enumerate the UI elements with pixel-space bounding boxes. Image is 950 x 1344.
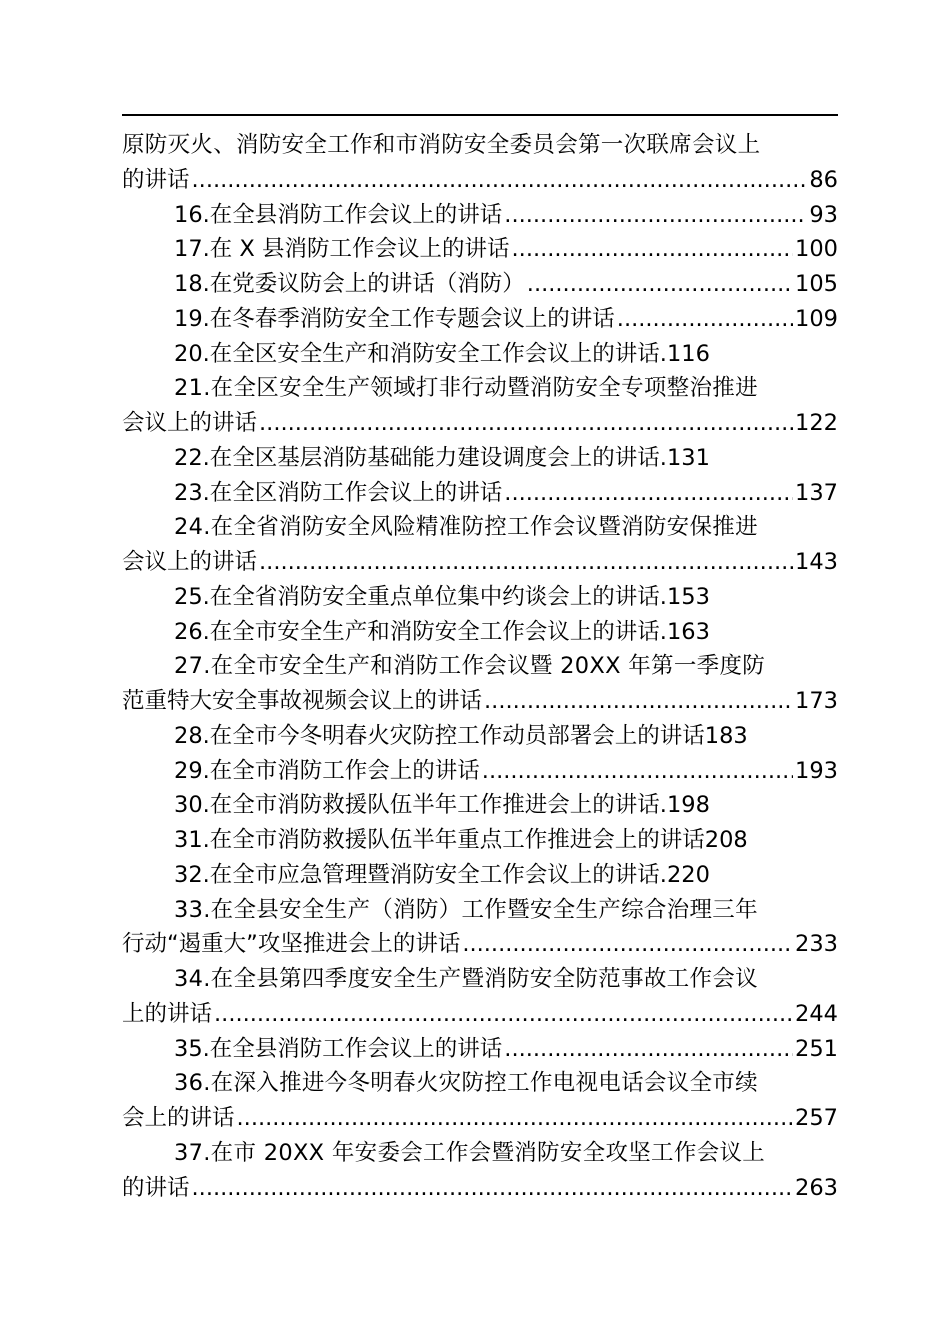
- header-rule: [122, 114, 838, 116]
- toc-page-number: 153: [666, 583, 710, 610]
- dot-leader: [192, 163, 808, 198]
- toc-page-number: 105: [795, 271, 838, 297]
- toc-entry-text: 会上的讲话: [122, 1105, 235, 1131]
- dot-leader: [504, 198, 807, 233]
- toc-entry-text: 31.在全市消防救援队伍半年重点工作推进会上的讲话: [174, 827, 705, 853]
- toc-entry-text: 35.在全县消防工作会议上的讲话: [174, 1035, 503, 1062]
- toc-entry-text: 25.在全省消防安全重点单位集中约谈会上的讲话.: [174, 583, 667, 610]
- toc-page-number: 163: [666, 618, 710, 645]
- dot-leader: [504, 476, 793, 511]
- toc-entry-text: 上的讲话: [122, 1000, 213, 1027]
- toc-line: [122, 371, 838, 406]
- toc-page-number: 86: [809, 166, 838, 193]
- toc-line: [122, 788, 838, 823]
- toc-line: [122, 1032, 838, 1067]
- toc-entry-text: 26.在全市安全生产和消防安全工作会议上的讲话.: [174, 618, 667, 645]
- toc-page-number: 263: [795, 1174, 838, 1201]
- dot-leader: [214, 997, 793, 1032]
- toc-page-number: 100: [795, 236, 838, 263]
- toc-line: [122, 649, 838, 684]
- toc-entry-text: 22.在全区基层消防基础能力建设调度会上的讲话.: [174, 444, 667, 471]
- toc-page-number: 173: [795, 688, 838, 714]
- toc-page-number: 122: [795, 410, 838, 436]
- toc-page-number: 251: [795, 1035, 838, 1062]
- dot-leader: [259, 545, 793, 580]
- table-of-contents: [122, 128, 838, 1205]
- toc-line: [122, 476, 838, 511]
- toc-line: [122, 510, 838, 545]
- toc-entry-text: 的讲话: [122, 166, 190, 193]
- toc-line: [122, 1136, 838, 1171]
- toc-line: [122, 927, 838, 962]
- toc-line: [122, 1066, 838, 1101]
- toc-line: [122, 719, 838, 754]
- toc-entry-text: 30.在全市消防救援队伍半年工作推进会上的讲话.: [174, 792, 667, 819]
- toc-line: [122, 337, 838, 372]
- toc-entry-text: 28.在全市今冬明春火灾防控工作动员部署会上的讲话: [174, 722, 705, 749]
- toc-entry-text: 行动“遏重大”攻坚推进会上的讲话: [122, 931, 461, 958]
- dot-leader: [484, 684, 793, 719]
- toc-entry-text: 33.在全县安全生产（消防）工作暨安全生产综合治理三年: [174, 896, 758, 923]
- toc-page-number: 244: [795, 1000, 838, 1027]
- toc-entry-text: 范重特大安全事故视频会议上的讲话: [122, 688, 483, 714]
- toc-page-number: 220: [666, 861, 710, 888]
- dot-leader: [504, 1032, 793, 1067]
- dot-leader: [462, 927, 793, 962]
- toc-entry-text: 16.在全县消防工作会议上的讲话: [174, 201, 503, 228]
- toc-line: [122, 267, 838, 302]
- dot-leader: [527, 267, 793, 302]
- dot-leader: [512, 232, 794, 267]
- toc-page-number: 137: [795, 479, 838, 506]
- toc-entry-text: 34.在全县第四季度安全生产暨消防安全防范事故工作会议: [174, 966, 758, 992]
- toc-line: [122, 962, 838, 997]
- toc-line: [122, 997, 838, 1032]
- toc-page-number: 143: [795, 549, 838, 575]
- toc-line: [122, 163, 838, 198]
- toc-line: [122, 441, 838, 476]
- toc-entry-text: 36.在深入推进今冬明春火灾防控工作电视电话会议全市续: [174, 1070, 758, 1097]
- toc-entry-text: 20.在全区安全生产和消防安全工作会议上的讲话.: [174, 340, 667, 367]
- toc-entry-text: 会议上的讲话: [122, 410, 258, 436]
- toc-line: [122, 302, 838, 337]
- toc-line: [122, 232, 838, 267]
- toc-entry-text: 会议上的讲话: [122, 549, 258, 575]
- toc-entry-text: 27.在全市安全生产和消防工作会议暨 20XX 年第一季度防: [174, 653, 766, 680]
- toc-entry-text: 37.在市 20XX 年安委会工作会暨消防安全攻坚工作会议上: [174, 1139, 766, 1166]
- toc-page-number: 109: [795, 305, 838, 332]
- toc-entry-text: 21.在全区安全生产领域打非行动暨消防安全专项整治推进: [174, 375, 758, 402]
- toc-line: [122, 580, 838, 615]
- toc-entry-text: 19.在冬春季消防安全工作专题会议上的讲话: [174, 305, 615, 332]
- toc-page-number: 208: [704, 827, 748, 853]
- toc-entry-text: 原防灭火、消防安全工作和市消防安全委员会第一次联席会议上: [122, 132, 761, 158]
- toc-entry-text: 的讲话: [122, 1174, 190, 1201]
- toc-line: [122, 1101, 838, 1136]
- toc-line: [122, 858, 838, 893]
- toc-page-number: 257: [795, 1105, 838, 1131]
- toc-line: [122, 823, 838, 858]
- toc-page-number: 198: [666, 792, 710, 819]
- toc-page-number: 183: [704, 722, 748, 749]
- toc-line: [122, 545, 838, 580]
- toc-line: [122, 1171, 838, 1206]
- dot-leader: [617, 302, 793, 337]
- toc-line: [122, 893, 838, 928]
- dot-leader: [482, 754, 793, 789]
- toc-entry-text: 18.在党委议防会上的讲话（消防）: [174, 271, 525, 297]
- toc-entry-text: 29.在全市消防工作会上的讲话: [174, 757, 480, 784]
- toc-line: [122, 406, 838, 441]
- toc-line: [122, 615, 838, 650]
- dot-leader: [259, 406, 793, 441]
- toc-entry-text: 24.在全省消防安全风险精准防控工作会议暨消防安保推进: [174, 514, 758, 541]
- toc-entry-text: 17.在 X 县消防工作会议上的讲话: [174, 236, 510, 263]
- toc-page-number: 93: [809, 201, 838, 228]
- toc-page-number: 116: [666, 340, 710, 367]
- toc-entry-text: 23.在全区消防工作会议上的讲话: [174, 479, 503, 506]
- toc-line: [122, 128, 838, 163]
- toc-page-number: 233: [795, 931, 838, 958]
- dot-leader: [237, 1101, 794, 1136]
- toc-page-number: 131: [666, 444, 710, 471]
- toc-line: [122, 684, 838, 719]
- toc-line: [122, 198, 838, 233]
- toc-entry-text: 32.在全市应急管理暨消防安全工作会议上的讲话.: [174, 861, 667, 888]
- toc-line: [122, 754, 838, 789]
- toc-page-number: 193: [795, 757, 838, 784]
- dot-leader: [192, 1171, 794, 1206]
